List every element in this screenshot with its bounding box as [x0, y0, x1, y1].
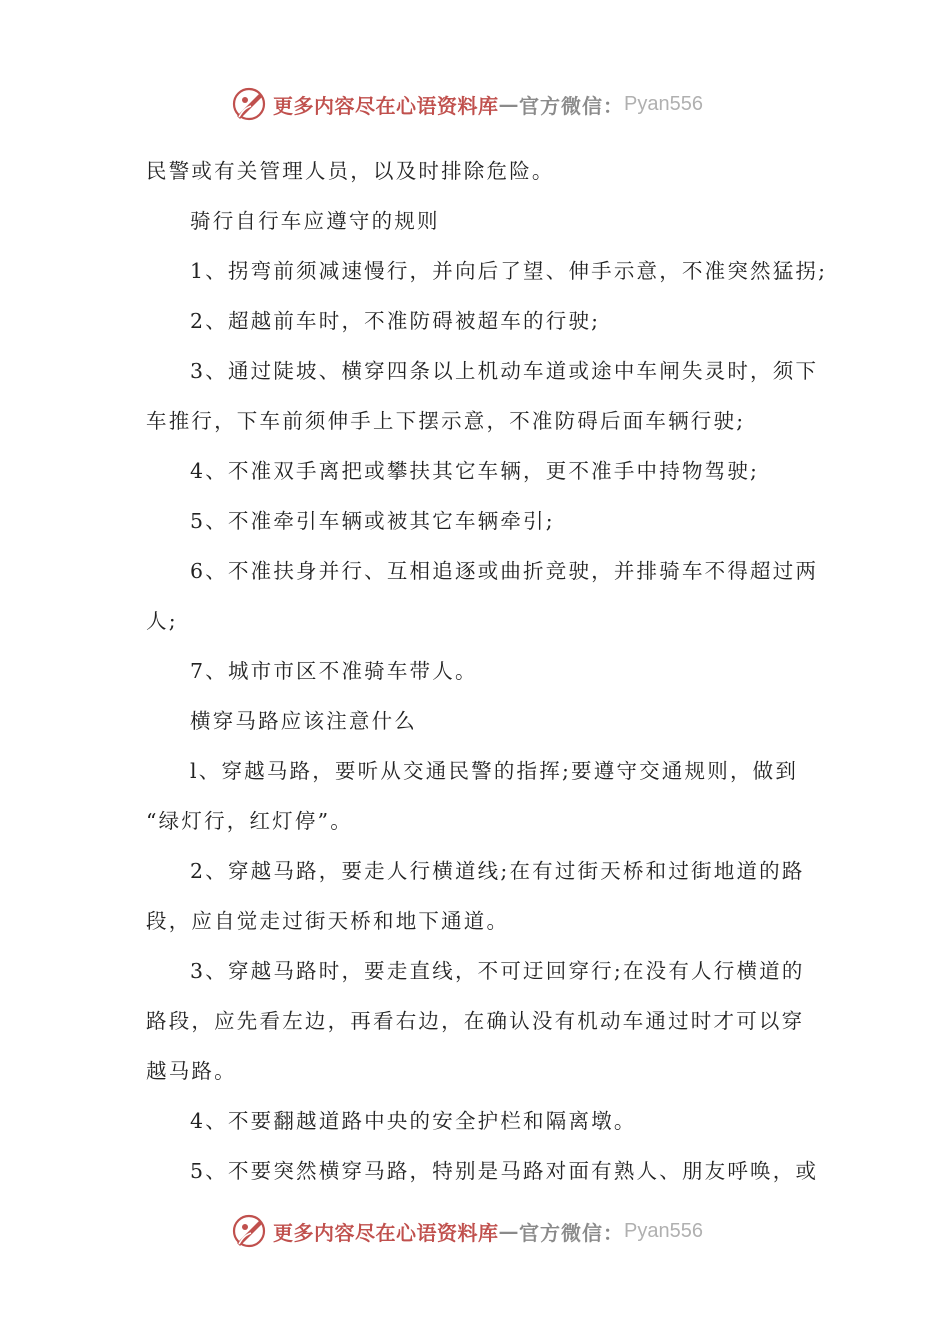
section-heading-crossing-road: 横穿马路应该注意什么 [190, 709, 417, 733]
header-banner-dash: — [498, 92, 520, 116]
text-line-11: 7、城市市区不准骑车带人。 [190, 659, 478, 683]
text-line-1: 民警或有关管理人员，以及时排除危险。 [146, 159, 555, 183]
header-banner-inner [231, 86, 703, 122]
text-line-16: 段，应自觉走过街天桥和地下通道。 [146, 909, 510, 933]
footer-banner-inner [231, 1213, 703, 1249]
footer-banner-text: 更多内容尽在心语资料库 [273, 1220, 499, 1245]
text-line-15: 2、穿越马路，要走人行横道线;在有过街天桥和过街地道的路 [190, 859, 805, 883]
text-line-19: 越马路。 [146, 1059, 237, 1083]
text-line-21: 5、不要突然横穿马路，特别是马路对面有熟人、朋友呼唤，或 [190, 1159, 819, 1183]
text-line-18: 路段，应先看左边，再看右边，在确认没有机动车通过时才可以穿 [146, 1009, 805, 1033]
document-body [146, 146, 828, 1196]
text-line-14: “绿灯行，红灯停”。 [146, 809, 353, 833]
text-line-9: 6、不准扶身并行、互相追逐或曲折竞驶，并排骑车不得超过两 [190, 559, 819, 583]
footer-banner-dash: — [498, 1219, 520, 1243]
text-line-4: 2、超越前车时，不准防碍被超车的行驶; [190, 309, 601, 333]
footer-banner [0, 1211, 950, 1251]
text-line-10: 人; [146, 609, 178, 633]
header-banner-text: 更多内容尽在心语资料库 [273, 93, 499, 118]
text-line-8: 5、不准牵引车辆或被其它车辆牵引; [190, 509, 555, 533]
text-line-6: 车推行，下车前须伸手上下摆示意，不准防碍后面车辆行驶; [146, 409, 746, 433]
footer-wechat-label: 官方微信： [519, 1220, 625, 1245]
header-banner [0, 84, 950, 124]
pen-logo-icon [231, 86, 267, 122]
text-line-5: 3、通过陡坡、横穿四条以上机动车道或途中车闸失灵时，须下 [190, 359, 819, 383]
header-wechat-label: 官方微信： [519, 93, 625, 118]
text-line-17: 3、穿越马路时，要走直线，不可迂回穿行;在没有人行横道的 [190, 959, 805, 983]
footer-wechat-id: Pyan556 [624, 1219, 703, 1242]
header-wechat-id: Pyan556 [624, 92, 703, 115]
text-line-13: l、穿越马路，要听从交通民警的指挥;要遵守交通规则，做到 [190, 759, 799, 783]
pen-logo-icon [231, 1213, 267, 1249]
text-line-7: 4、不准双手离把或攀扶其它车辆，更不准手中持物驾驶; [190, 459, 760, 483]
section-heading-bicycle-rules: 骑行自行车应遵守的规则 [190, 209, 440, 233]
text-line-20: 4、不要翻越道路中央的安全护栏和隔离墩。 [190, 1109, 637, 1133]
text-line-3: 1、拐弯前须减速慢行，并向后了望、伸手示意，不准突然猛拐; [190, 259, 828, 283]
